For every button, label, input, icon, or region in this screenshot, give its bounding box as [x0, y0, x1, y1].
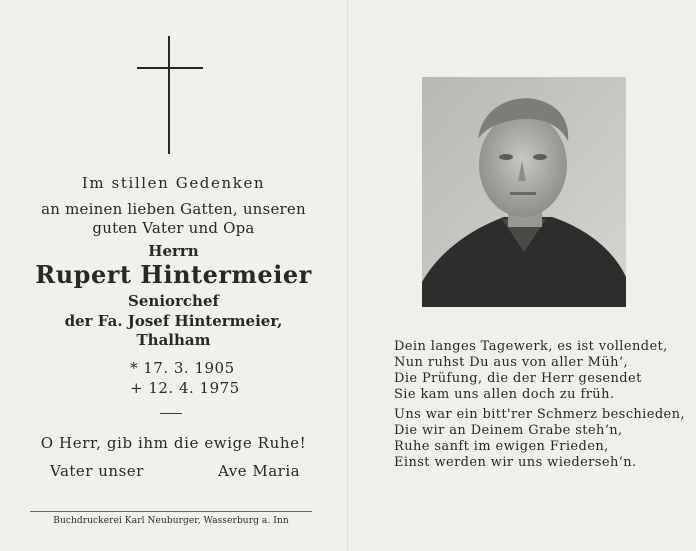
death-date: + 12. 4. 1975 [130, 379, 240, 397]
portrait-photo [422, 77, 626, 307]
prayer-vater-unser: Vater unser [50, 462, 144, 480]
salutation: Herrn [148, 242, 199, 260]
prayer-text: O Herr, gib ihm die ewige Ruhe! [40, 434, 307, 452]
printer-divider [30, 511, 312, 512]
title-line-3: Thalham [136, 331, 211, 349]
title-line-1: Seniorchef [128, 292, 219, 310]
poem-line: Nun ruhst Du aus von aller Müh‘, [394, 355, 628, 370]
poem-line: Sie kam uns allen doch zu früh. [394, 387, 615, 402]
poem-line: Uns war ein bitt'rer Schmerz beschieden, [394, 407, 685, 422]
dedication-line-2: guten Vater und Opa [92, 219, 255, 237]
prayer-ave-maria: Ave Maria [218, 462, 301, 480]
title-line-2: der Fa. Josef Hintermeier, [64, 312, 283, 330]
printer-credit: Buchdruckerei Karl Neuburger, Wasserburg a. Inn [53, 516, 289, 526]
poem-line: Einst werden wir uns wiederseh‘n. [394, 455, 637, 470]
memorial-poem [394, 339, 685, 471]
cross-icon [137, 36, 203, 154]
poem-line: Die wir an Deinem Grabe steh‘n, [394, 423, 623, 438]
left-panel [0, 0, 347, 551]
deceased-name: Rupert Hintermeier [35, 260, 312, 289]
divider-dash [160, 413, 182, 414]
dedication-line-1: an meinen lieben Gatten, unseren [41, 200, 306, 218]
poem-line: Die Prüfung, die der Herr gesendet [394, 371, 642, 386]
poem-line: Ruhe sanft im ewigen Frieden, [394, 439, 609, 454]
intro-text: Im stillen Gedenken [81, 174, 266, 192]
birth-date: * 17. 3. 1905 [130, 359, 235, 377]
poem-line: Dein langes Tagewerk, es ist vollendet, [394, 339, 668, 354]
